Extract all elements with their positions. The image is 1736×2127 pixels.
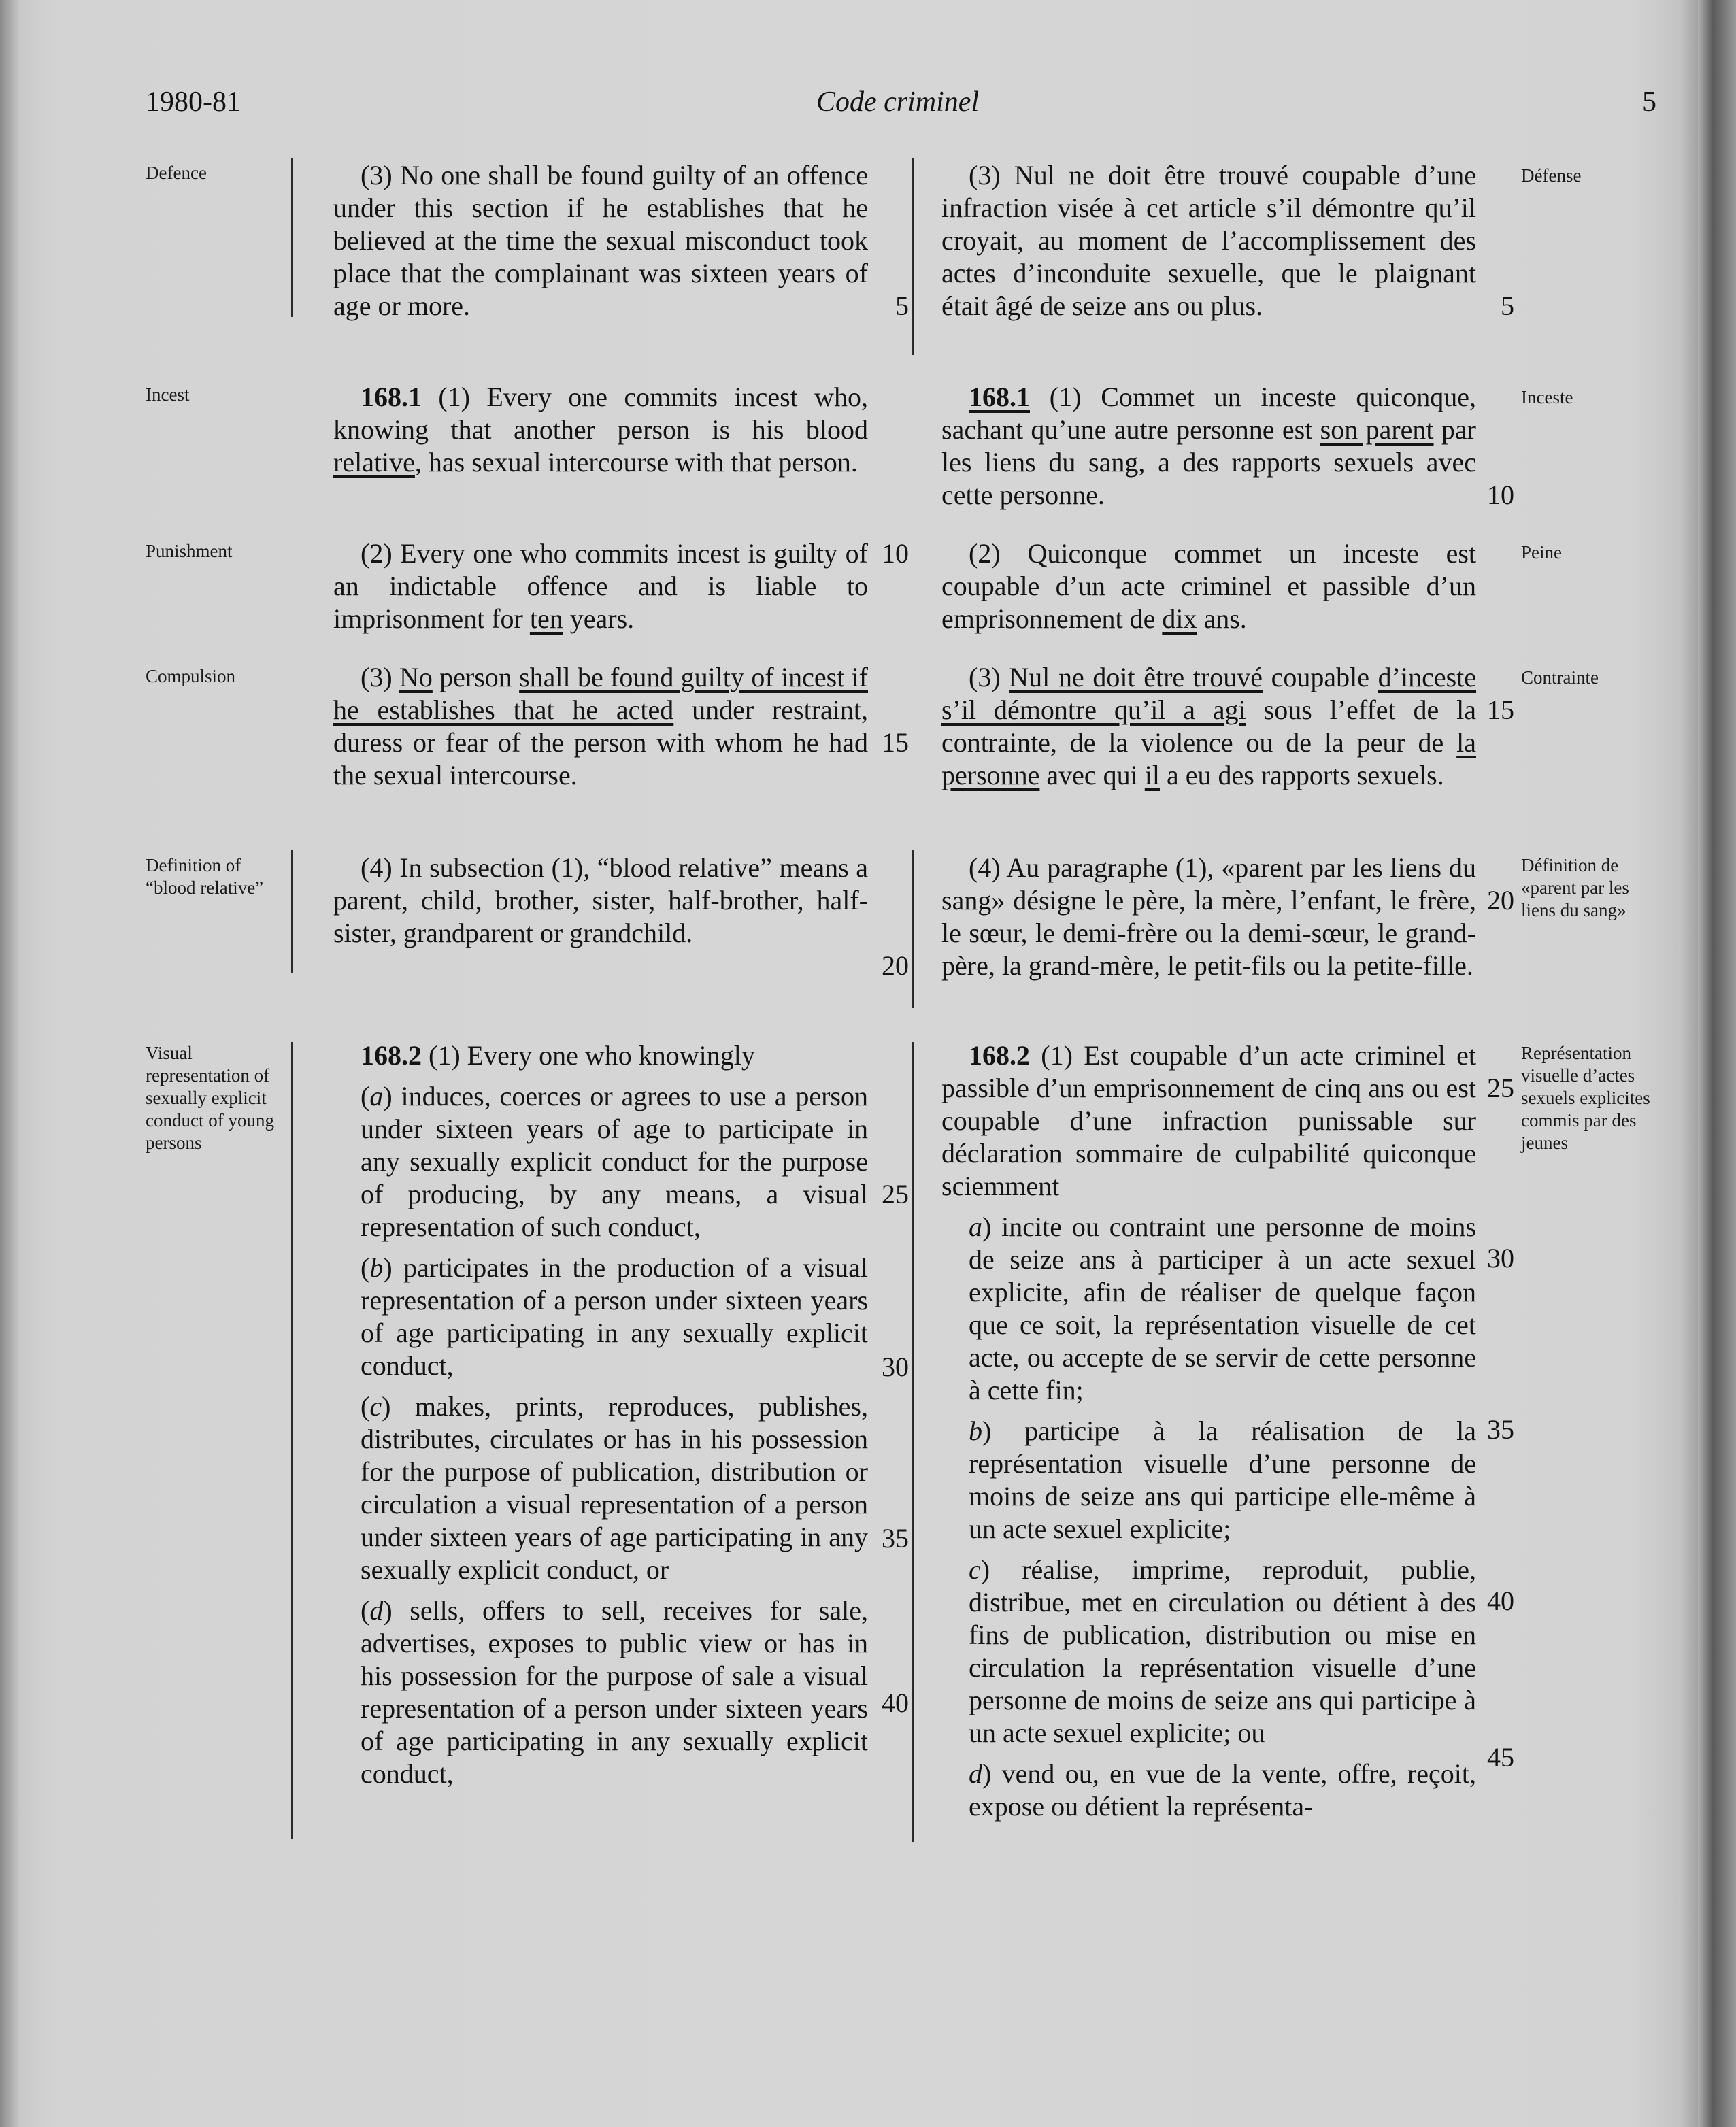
fr-line-20: 20 [1487, 885, 1514, 916]
en-line-25: 25 [882, 1179, 909, 1209]
en-defence-para: (3) No one shall be found guilty of an offence under this section if he establishes that he believed at the time the sexual misconduct took place that the complainant was sixteen years of age or more. [333, 160, 868, 321]
binding-shadow [0, 0, 19, 2127]
fr-section-168-1: 168.1 [969, 382, 1030, 412]
en-line-5: 5 [895, 290, 909, 321]
fr-item-a: a) incite ou contraint une personne de moins de seize ans à participer à un acte sexuel explicite, afin de réaliser de quelque façon que ce soit, la représentation visuelle de cet acte, ou accepte de se servir de cette personne à cette fin; [969, 1211, 1476, 1405]
en-visual-section: 168.2 (1) Every one who knowingly (a) induces, coerces or agrees to use a person under sixteen years of age to participate in any sexually explicit conduct for the purpose of producing, by any means, a visual representation of such conduct, (b) participates in the production of a visual representation of a person under sixteen years of age participating in any sexually explicit conduct, (c) makes, prints, reproduces, publishes, distributes, circulates or has in his possession for the purpose of publication, distribution or circulation a visual representation of a person under sixteen years of age participating in any sexually explicit conduct, or (d) sells, offers to sell, receives for sale, advertises, exposes to public view or has in his possession for the purpose of sale a visual representation of a person under sixteen years of age participating in any sexually explicit conduct, [333, 1039, 868, 1798]
en-definition-para: (4) In subsection (1), “blood relative” means a parent, child, brother, sister, half-brother, half-sister, grandparent or grandchild. [333, 852, 868, 948]
fr-line-35: 35 [1487, 1414, 1514, 1445]
margin-note-visual-fr: Représentation visuelle d’actes sexuels explicites commis par des jeunes [1521, 1043, 1650, 1153]
margin-note-defence: Defence [146, 163, 207, 183]
en-line-40: 40 [882, 1688, 909, 1718]
underlined-relative: relative [333, 447, 415, 478]
en-item-d: (d) sells, offers to sell, receives for sale, advertises, exposes to public view or has in his possession for the purpose of sale a visual representation of a person under sixteen years of age participating in any sexually explicit conduct, [361, 1595, 868, 1789]
fr-item-d: d) vend ou, en vue de la vente, offre, reçoit, expose ou détient la représenta- [969, 1758, 1476, 1822]
en-line-30: 30 [882, 1352, 909, 1382]
margin-note-compulsion: Compulsion [146, 666, 236, 686]
page-number: 5 [1642, 86, 1656, 118]
en-line-35: 35 [882, 1523, 909, 1554]
rule-en-left-2 [291, 850, 293, 973]
en-punishment-para: (2) Every one who commits incest is guilty of an indictable offence and is liable to imprisonment for ten years. [333, 538, 868, 634]
fr-line-40: 40 [1487, 1586, 1514, 1616]
fr-line-10: 10 [1487, 480, 1514, 510]
margin-note-peine-fr: Peine [1521, 542, 1562, 563]
fr-defence-para: (3) Nul ne doit être trouvé coupable d’une infraction visée à cet article s’il démontre qu’il croyait, au moment de l’accomplissement des actes d’inconduite sexuelle, que le plaignant était âgé de seize ans ou plus. [941, 160, 1476, 321]
header-year: 1980-81 [146, 86, 241, 118]
fr-line-45: 45 [1487, 1742, 1514, 1773]
margin-note-contrainte-fr: Contrainte [1521, 667, 1599, 688]
en-line-15: 15 [882, 727, 909, 758]
en-line-20: 20 [882, 950, 909, 981]
page-edge-shadow [1698, 0, 1736, 2127]
fr-definition-para: (4) Au paragraphe (1), «parent par les liens du sang» désigne le père, la mère, l’enfant, le frère, le sœur, le demi-frère ou la demi-sœur, le grand-père, la grand-mère, le petit-fils ou la petite-fille. [941, 852, 1476, 981]
en-compulsion-para: (3) No person shall be found guilty of incest if he establishes that he acted under restraint, duress or fear of the person with whom he had the sexual intercourse. [333, 662, 868, 790]
en-line-10: 10 [882, 538, 909, 569]
en-item-b: (b) participates in the production of a visual representation of a person under sixteen years of age participating in any sexually explicit conduct, [361, 1252, 868, 1381]
margin-note-definition-fr: Définition de «parent par les liens du sang» [1521, 855, 1629, 920]
fr-line-25: 25 [1487, 1073, 1514, 1103]
en-item-c: (c) makes, prints, reproduces, publishes, distributes, circulates or has in his possession for the purpose of publication, distribution or circulation a visual representation of a person under sixteen years of age participating in any sexually explicit conduct, or [361, 1391, 868, 1585]
fr-incest-para: 168.1 (1) Commet un inceste quiconque, sachant qu’une autre personne est son parent par les liens du sang, a des rapports sexuels avec cette personne. [941, 382, 1476, 510]
fr-line-5: 5 [1501, 290, 1514, 321]
en-incest-para: 168.1 (1) Every one commits incest who, knowing that another person is his blood relative, has sexual intercourse with that person. [333, 382, 868, 478]
header-title: Code criminel [816, 86, 980, 118]
margin-note-defense-fr: Défense [1521, 165, 1582, 186]
fr-item-b: b) participe à la réalisation de la représentation visuelle d’une personne de moins de seize ans qui participe elle-même à un acte sexuel explicite; [969, 1416, 1476, 1544]
rule-center-1 [912, 158, 914, 355]
rule-en-left-3 [291, 1042, 293, 1839]
rule-center-2 [912, 850, 914, 1008]
fr-line-30: 30 [1487, 1243, 1514, 1273]
fr-line-15: 15 [1487, 694, 1514, 725]
fr-item-c: c) réalise, imprime, reproduit, publie, distribue, met en circulation ou détient à des fins de publication, distribution ou mise en circulation la représentation visuelle d’une personne de moins de seize ans qui participe à un acte sexuel explicite; ou [969, 1554, 1476, 1748]
margin-note-definition: Definition of “blood relative” [146, 855, 264, 898]
rule-center-3 [912, 1042, 914, 1842]
fr-punishment-para: (2) Quiconque commet un inceste est coupable d’un acte criminel et passible d’un emprisonnement de dix ans. [941, 538, 1476, 634]
underlined-ten: ten [529, 603, 563, 634]
underlined-son-parent: son parent [1320, 414, 1434, 445]
underlined-dix: dix [1162, 603, 1197, 634]
margin-note-inceste-fr: Inceste [1521, 387, 1573, 407]
margin-note-punishment: Punishment [146, 541, 233, 561]
en-section-168-1: 168.1 [361, 382, 422, 412]
rule-en-left-1 [291, 158, 293, 317]
margin-note-incest: Incest [146, 384, 190, 405]
en-item-a: (a) induces, coerces or agrees to use a person under sixteen years of age to participate in any sexually explicit conduct for the purpose of producing, by any means, a visual representation of such conduct, [361, 1081, 868, 1242]
fr-visual-section: 168.2 (1) Est coupable d’un acte criminel et passible d’un emprisonnement de cinq ans ou est coupable d’une infraction punissable sur déclaration sommaire de culpabilité quiconque sciemment a) incite ou contraint une personne de moins de seize ans à participer à un acte sexuel explicite, afin de réaliser de quelque façon que ce soit, la représentation visuelle de cet acte, ou accepte de se servir de cette personne à cette fin; b) participe à la réalisation de la représentation visuelle d’une personne de moins de seize ans qui participe elle-même à un acte sexuel explicite; c) réalise, imprime, reproduit, publie, distribue, met en circulation ou détient à des fins de publication, distribution ou mise en circulation la représentation visuelle d’une personne de moins de seize ans qui participe à un acte sexuel explicite; ou d) vend ou, en vue de la vente, offre, reçoit, expose ou détient la représenta- [941, 1040, 1476, 1822]
margin-note-visual: Visual representation of sexually explicit conduct of young persons [146, 1043, 274, 1153]
fr-compulsion-para: (3) Nul ne doit être trouvé coupable d’inceste s’il démontre qu’il a agi sous l’effet de la contrainte, de la violence ou de la peur de la personne avec qui il a eu des rapports sexuels. [941, 662, 1477, 790]
